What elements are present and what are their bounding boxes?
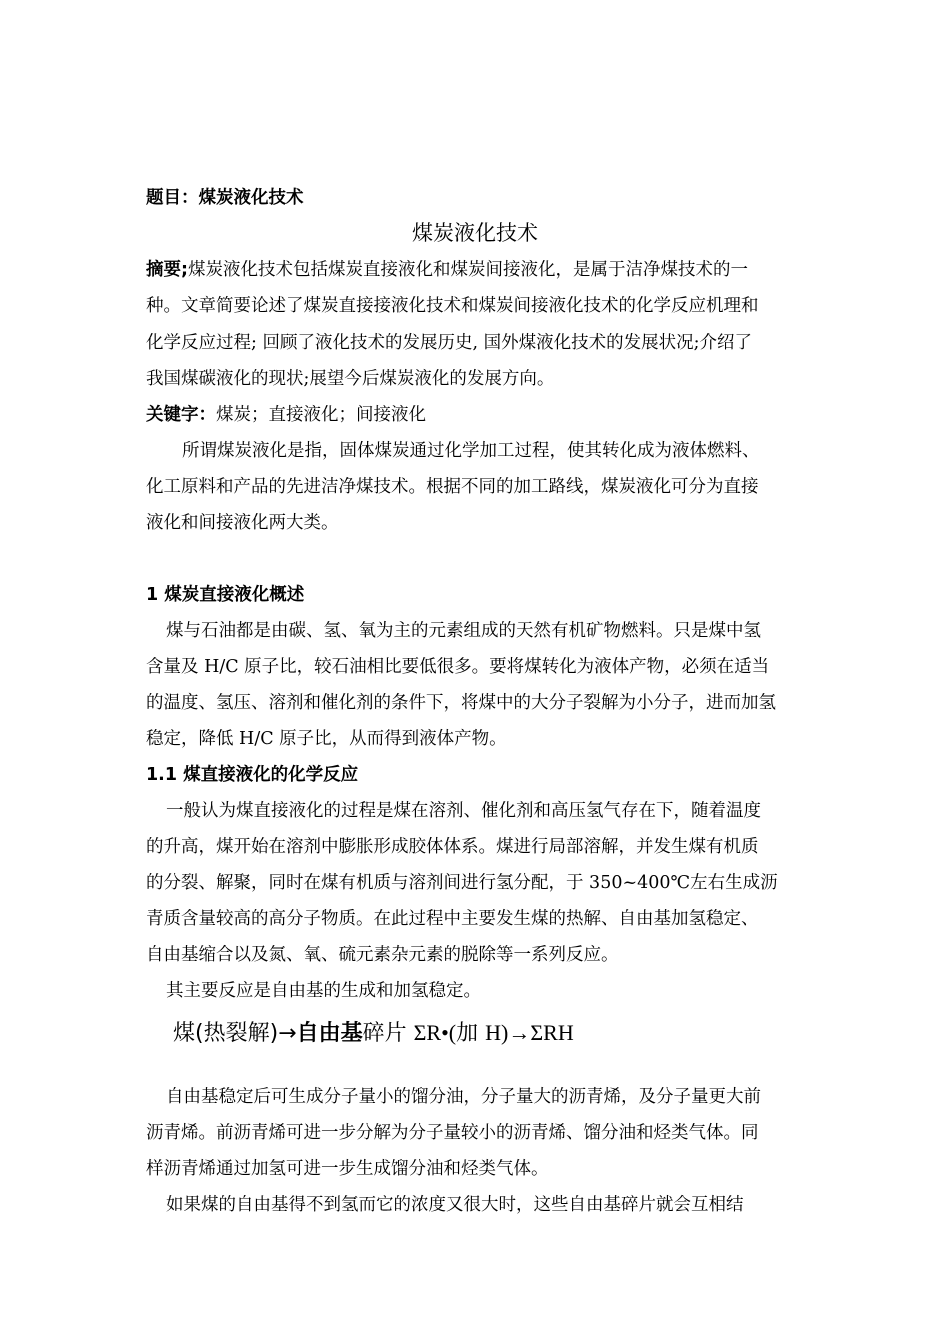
formula-part-5: 加 xyxy=(456,1021,486,1046)
reaction-intro: 其主要反应是自由基的生成和加氢稳定。 xyxy=(166,981,481,1001)
document-title: 煤炭液化技术 xyxy=(412,221,538,245)
keywords-value: 煤炭；直接液化；间接液化 xyxy=(216,405,426,425)
section-1-1-line-1: 一般认为煤直接液化的过程是煤在溶剂、催化剂和高压氢气存在下，随着温度 xyxy=(166,801,761,821)
section-1-line-1: 煤与石油都是由碳、氢、氧为主的元素组成的天然有机矿物燃料。只是煤中氢 xyxy=(166,621,761,641)
formula-part-2: 自由基 xyxy=(296,1021,363,1046)
abstract-line-3: 化学反应过程; 回顾了液化技术的发展历史, 国外煤液化技术的发展状况;介绍了 xyxy=(146,333,752,353)
abstract-text-1: 煤炭液化技术包括煤炭直接液化和煤炭间接液化，是属于洁净煤技术的一 xyxy=(188,260,748,280)
reaction-formula xyxy=(173,1018,574,1049)
section-1-1-line-2: 的升高，煤开始在溶剂中膨胀形成胶体体系。煤进行局部溶解，并发生煤有机质 xyxy=(146,837,759,857)
after-formula-line-1: 自由基稳定后可生成分子量小的馏分油，分子量大的沥青烯，及分子量更大前 xyxy=(166,1087,761,1107)
abstract-line-1 xyxy=(146,258,814,282)
section-1-1-line-3: 的分裂、解聚，同时在煤有机质与溶剂间进行氢分配，于 350~400℃左右生成沥 xyxy=(146,873,778,893)
after-formula-line-2: 沥青烯。前沥青烯可进一步分解为分子量较小的沥青烯、馏分油和烃类气体。同 xyxy=(146,1123,759,1143)
section-1-1-heading: 1.1 煤直接液化的化学反应 xyxy=(146,765,359,785)
intro-line-3: 液化和间接液化两大类。 xyxy=(146,513,339,533)
abstract-line-4: 我国煤碳液化的现状;展望今后煤炭液化的发展方向。 xyxy=(146,369,555,389)
intro-line-1: 所谓煤炭液化是指，固体煤炭通过化学加工过程，使其转化成为液体燃料、 xyxy=(182,441,760,461)
section-1-line-2: 含量及 H/C 原子比，较石油相比要低很多。要将煤转化为液体产物，必须在适当 xyxy=(146,657,770,677)
abstract-label: 摘要; xyxy=(146,260,188,280)
section-1-1-line-4: 青质含量较高的高分子物质。在此过程中主要发生煤的热解、自由基加氢稳定、 xyxy=(146,909,759,929)
formula-part-4: ΣR•( xyxy=(413,1020,457,1045)
formula-part-1: 煤(热裂解)→ xyxy=(173,1021,297,1046)
section-1-heading: 1 煤炭直接液化概述 xyxy=(146,585,305,605)
topic-label: 题目： xyxy=(146,188,199,208)
keywords-label: 关键字： xyxy=(146,405,216,425)
intro-line-2: 化工原料和产品的先进洁净煤技术。根据不同的加工路线，煤炭液化可分为直接 xyxy=(146,477,759,497)
topic-value: 煤炭液化技术 xyxy=(198,188,304,208)
keywords-line xyxy=(146,403,814,427)
abstract-line-2: 种。文章简要论述了煤炭直接接液化技术和煤炭间接液化技术的化学反应机理和 xyxy=(146,296,759,316)
after-formula-line-3: 样沥青烯通过加氢可进一步生成馏分油和烃类气体。 xyxy=(146,1159,549,1179)
section-1-line-3: 的温度、氢压、溶剂和催化剂的条件下，将煤中的大分子裂解为小分子，进而加氢 xyxy=(146,693,776,713)
section-1-line-4: 稳定，降低 H/C 原子比，从而得到液体产物。 xyxy=(146,729,507,749)
formula-part-6: H)→ΣRH xyxy=(485,1020,574,1045)
formula-part-3: 碎片 xyxy=(362,1021,414,1046)
section-1-1-line-5: 自由基缩合以及氮、氧、硫元素杂元素的脱除等一系列反应。 xyxy=(146,945,619,965)
last-paragraph-line-1: 如果煤的自由基得不到氢而它的浓度又很大时，这些自由基碎片就会互相结 xyxy=(166,1195,744,1215)
topic-line xyxy=(146,186,814,210)
